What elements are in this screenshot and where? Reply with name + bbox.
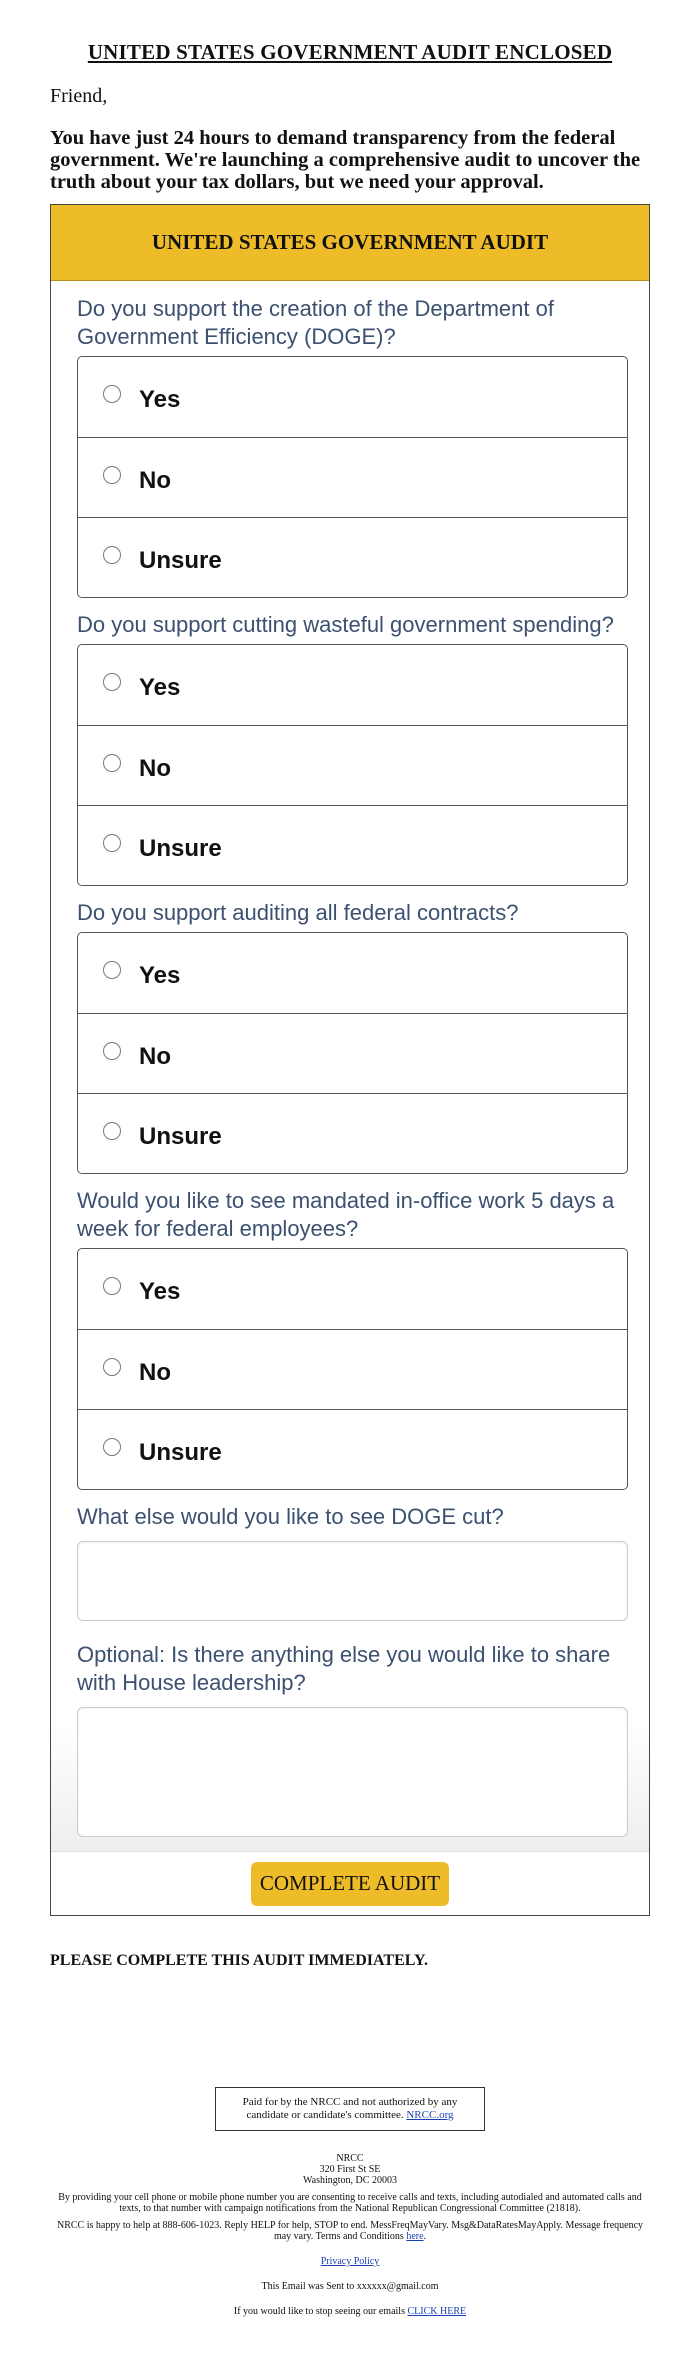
urgent-notice: PLEASE COMPLETE THIS AUDIT IMMEDIATELY. [50,1952,429,1969]
option-label: Unsure [139,834,222,862]
unsubscribe-row [50,2306,650,2317]
option-label: No [139,1358,171,1386]
salutation: Friend, [50,85,108,107]
question-4-option-yes[interactable] [78,1249,627,1329]
radio-button[interactable] [103,1042,121,1060]
question-4-options [77,1248,628,1490]
option-label: Unsure [139,546,222,574]
intro-paragraph: You have just 24 hours to demand transparency from the federal government. We're launching a comprehensive audit to uncover the truth about your tax dollars, but we need your approval. [50,127,641,193]
question-2-option-yes[interactable] [78,645,627,725]
option-label: No [139,754,171,782]
unsubscribe-link[interactable]: CLICK HERE [407,2306,467,2317]
question-4-option-no[interactable] [78,1329,627,1409]
radio-button[interactable] [103,466,121,484]
question-2-option-no[interactable] [78,725,627,805]
unsubscribe-text: If you would like to stop seeing our emails [233,2306,405,2317]
radio-button[interactable] [103,834,121,852]
sms-consent-text: By providing your cell phone or mobile phone number you are consenting to receive calls and texts, including autodialed and automated calls and texts, to that number with campaign notifications from the National Republican Congressional Committee (21818). [58,2192,642,2214]
terms-link[interactable]: here [406,2231,424,2242]
footer-street: 320 First St SE [319,2164,381,2175]
question-4-text: Would you like to see mandated in-office work 5 days a week for federal employees? [77,1188,615,1241]
footer-city: Washington, DC 20003 [303,2175,397,2186]
question-3-option-unsure[interactable] [78,1093,627,1173]
email-content [50,0,650,2323]
radio-button[interactable] [103,961,121,979]
option-label: No [139,466,171,494]
sent-to-text: This Email was Sent to xxxxxx@gmail.com [261,2281,439,2292]
question-2-option-unsure[interactable] [78,805,627,885]
footer-address [50,2153,650,2186]
question-3-option-yes[interactable] [78,933,627,1013]
privacy-row [50,2256,650,2267]
radio-button[interactable] [103,1122,121,1140]
submit-row [51,1851,649,1915]
radio-button[interactable] [103,1358,121,1376]
privacy-policy-link[interactable]: Privacy Policy [320,2256,380,2267]
option-label: Yes [139,386,181,413]
radio-button[interactable] [103,1277,121,1295]
leadership-comment-textarea[interactable] [77,1707,628,1837]
question-3-options [77,932,628,1174]
question-1-option-yes[interactable] [78,357,627,437]
radio-button[interactable] [103,385,121,403]
email-footer [50,2153,650,2317]
question-4-option-unsure[interactable] [78,1409,627,1489]
complete-audit-button[interactable]: COMPLETE AUDIT [251,1862,449,1906]
footer-org: NRCC [336,2153,364,2164]
question-2-options [77,644,628,886]
question-3-option-no[interactable] [78,1013,627,1093]
audit-form [50,204,650,1916]
audit-form-body [51,281,649,1851]
help-text: NRCC is happy to help at 888-606-1023. Reply HELP for help, STOP to end. MessFreqMayVary. Msg&DataRatesMayApply. Message frequency may vary. Terms and Conditions here. [56,2220,644,2242]
question-2-text: Do you support cutting wasteful government spending? [77,612,614,637]
open-question-1-text: What else would you like to see DOGE cut? [77,1504,504,1529]
radio-button[interactable] [103,1438,121,1456]
paid-for-text: Paid for by the NRCC and not authorized by any candidate or candidate's committee. [242,2096,458,2121]
option-label: Yes [139,962,181,989]
radio-button[interactable] [103,673,121,691]
question-1-option-no[interactable] [78,437,627,517]
paid-for-disclaimer [215,2087,485,2131]
question-3-text: Do you support auditing all federal contracts? [77,900,519,925]
nrcc-link[interactable]: NRCC.org [406,2109,454,2121]
help-text-body: NRCC is happy to help at 888-606-1023. Reply HELP for help, STOP to end. MessFreqMayVary. Msg&DataRatesMayApply. Message frequency may vary. Terms and Conditions [56,2220,644,2242]
email-headline: UNITED STATES GOVERNMENT AUDIT ENCLOSED [87,40,613,64]
option-label: Unsure [139,1438,222,1466]
question-1-text: Do you support the creation of the Department of Government Efficiency (DOGE)? [77,296,554,349]
doge-cut-text-field[interactable] [77,1541,628,1621]
open-question-2-text: Optional: Is there anything else you would like to share with House leadership? [77,1642,611,1695]
question-1-options [77,356,628,598]
radio-button[interactable] [103,754,121,772]
option-label: No [139,1042,171,1070]
audit-form-title: UNITED STATES GOVERNMENT AUDIT [51,205,649,281]
question-1-option-unsure[interactable] [78,517,627,597]
option-label: Yes [139,674,181,701]
radio-button[interactable] [103,546,121,564]
option-label: Unsure [139,1122,222,1150]
option-label: Yes [139,1278,181,1305]
